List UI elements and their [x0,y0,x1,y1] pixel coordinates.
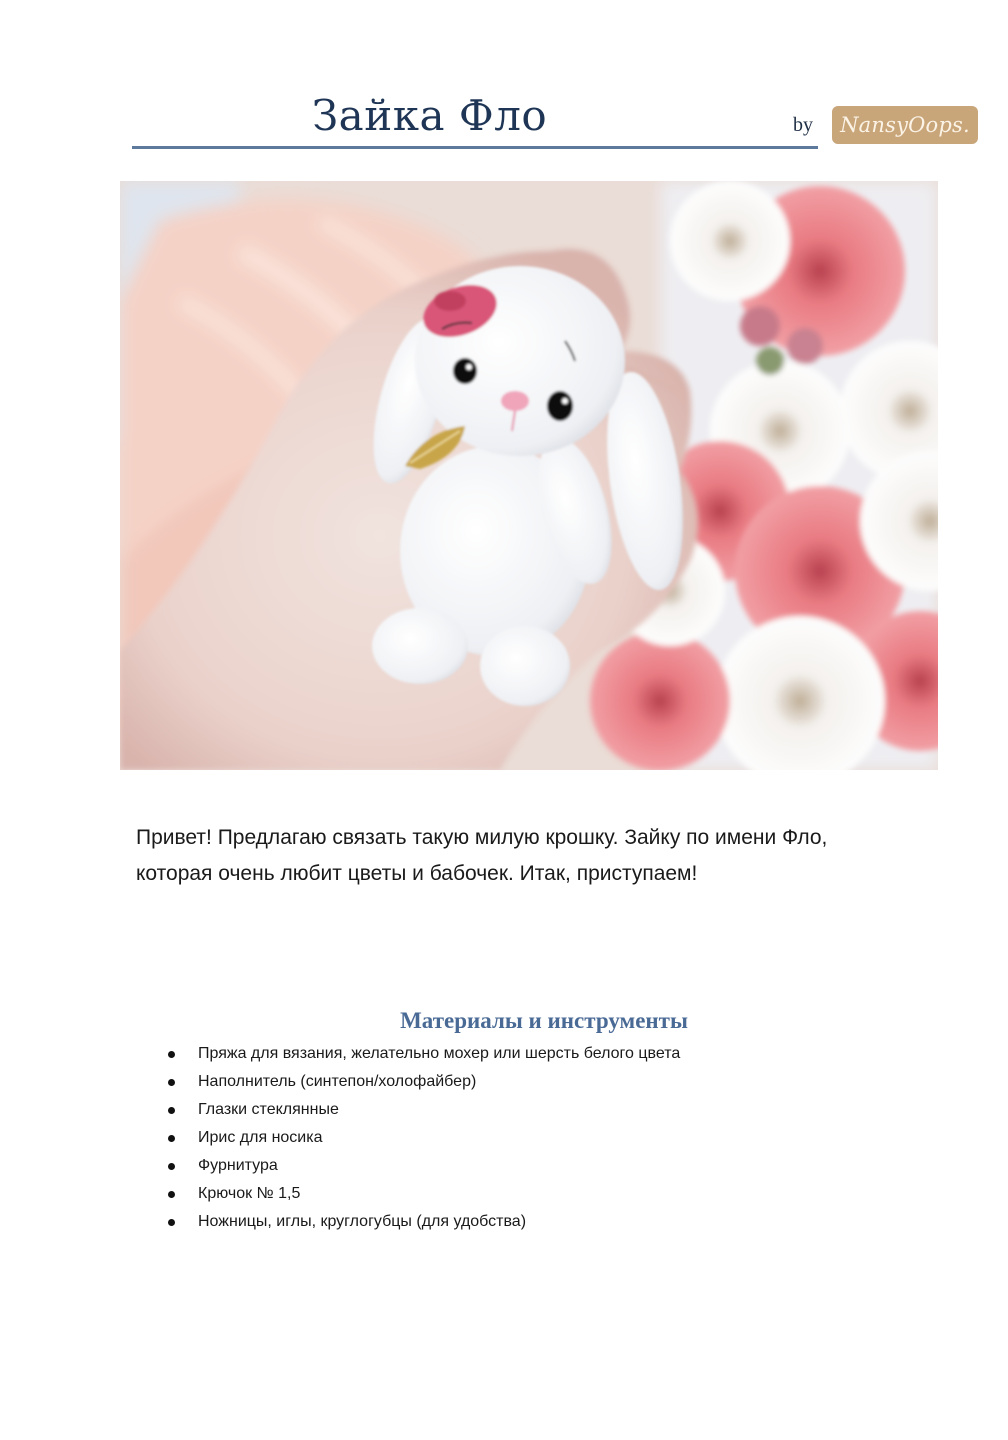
list-item-text: Крючок № 1,5 [198,1185,301,1202]
intro-paragraph [136,820,916,892]
bullet-icon [168,1219,175,1226]
list-item-text: Наполнитель (синтепон/холофайбер) [198,1073,477,1090]
list-item [166,1208,680,1236]
list-item-text: Ножницы, иглы, круглогубцы (для удобства) [198,1213,527,1230]
materials-heading: Материалы и инструменты [400,1008,688,1033]
photo-illustration [120,181,938,770]
list-item [166,1040,680,1068]
bullet-icon [168,1163,175,1170]
list-item-text: Пряжа для вязания, желательно мохер или шерсть белого цвета [198,1045,681,1062]
bullet-icon [168,1107,175,1114]
title-underline [132,146,818,149]
intro-line-1: Привет! Предлагаю связать такую милую крошку. Зайку по имени Фло, [136,826,828,849]
brand-logo [832,106,978,144]
bullet-icon [168,1051,175,1058]
bullet-icon [168,1135,175,1142]
bullet-icon [168,1079,175,1086]
list-item [166,1096,680,1124]
intro-line-2: которая очень любит цветы и бабочек. Итак, приступаем! [136,862,698,885]
page-title: Зайка Фло [312,91,548,140]
bullet-icon [168,1191,175,1198]
list-item-text: Фурнитура [198,1157,278,1174]
list-item-text: Ирис для носика [198,1129,323,1146]
list-item [166,1068,680,1096]
by-label: by [793,114,813,136]
materials-list [166,1040,680,1236]
list-item [166,1124,680,1152]
list-item [166,1152,680,1180]
brand-logo-text: NansyOops. [840,113,970,137]
bunny-photo [120,181,938,770]
list-item-text: Глазки стеклянные [198,1101,339,1118]
list-item [166,1180,680,1208]
